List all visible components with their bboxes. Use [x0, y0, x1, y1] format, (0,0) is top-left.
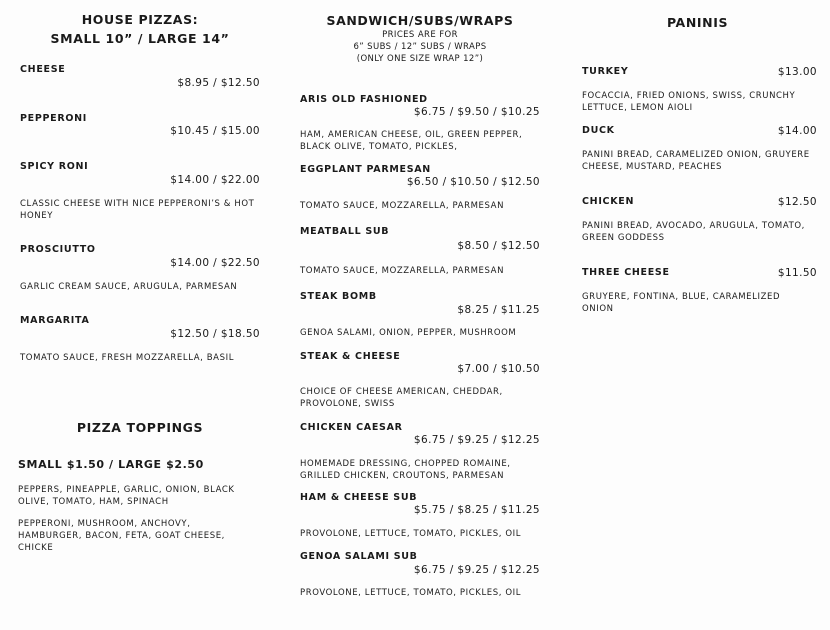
menu-item-price: $13.00 [777, 66, 817, 78]
menu-item-name: ARIS OLD FASHIONED [300, 94, 428, 105]
menu-item-description: GARLIC CREAM SAUCE, ARUGULA, PARMESAN [20, 282, 238, 292]
menu-item-description: PANINI BREAD, AVOCADO, ARUGULA, TOMATO, GREEN GODDESS [582, 221, 805, 243]
menu-item-name: SPICY RONI [20, 161, 89, 172]
menu-item-price: $6.75 / $9.25 / $12.25 [413, 564, 540, 576]
menu-item-description: TOMATO SAUCE, MOZZARELLA, PARMESAN [300, 201, 505, 211]
menu-item-name: CHICKEN CAESAR [300, 422, 403, 433]
menu-item-name: GENOA SALAMI SUB [300, 551, 418, 562]
menu-item-price: $14.00 [777, 125, 817, 137]
house-pizzas-title: HOUSE PIZZAS: [81, 12, 199, 27]
toppings-list: PEPPERS, PINEAPPLE, GARLIC, ONION, BLACK OLIVE, TOMATO, HAM, SPINACH [18, 485, 235, 507]
sandwich-note-line: 6” SUBS / 12” SUBS / WRAPS [353, 42, 487, 52]
menu-item-name: PEPPERONI [20, 113, 88, 124]
menu-item-description: CHOICE OF CHEESE AMERICAN, CHEDDAR, PROVOLONE, SWISS [300, 387, 503, 409]
menu-item-name: THREE CHEESE [582, 267, 670, 278]
sandwich-note [295, 29, 545, 65]
menu-item-price: $12.50 [777, 196, 817, 208]
menu-item-name: STEAK & CHEESE [300, 351, 401, 362]
menu-item-price: $8.50 / $12.50 [457, 240, 540, 252]
menu-item-description: HOMEMADE DRESSING, CHOPPED ROMAINE, GRILLED CHICKEN, CROUTONS, PARMESAN [300, 459, 511, 481]
menu-item-price: $8.95 / $12.50 [177, 77, 260, 89]
paninis-heading: PANINIS [666, 15, 729, 30]
menu-item-price: $7.00 / $10.50 [457, 363, 540, 375]
menu-item-description: CLASSIC CHEESE WITH NICE PEPPERONI’S & HOT HONEY [20, 199, 255, 221]
menu-item-name: STEAK BOMB [300, 291, 377, 302]
menu-item-name: MARGARITA [20, 315, 90, 326]
menu-item-name: HAM & CHEESE SUB [300, 492, 418, 503]
menu-item-price: $8.25 / $11.25 [457, 304, 540, 316]
sandwich-heading: SANDWICH/SUBS/WRAPS [326, 13, 514, 28]
toppings-list: PEPPERONI, MUSHROOM, ANCHOVY, HAMBURGER, BACON, FETA, GOAT CHEESE, CHICKE [18, 519, 225, 553]
menu-item-description: PANINI BREAD, CARAMELIZED ONION, GRUYERE CHEESE, MUSTARD, PEACHES [582, 150, 810, 172]
menu-item-name: DUCK [582, 125, 615, 136]
menu-item-name: CHEESE [20, 64, 66, 75]
toppings-price: SMALL $1.50 / LARGE $2.50 [18, 458, 204, 471]
menu-item-price: $10.45 / $15.00 [170, 125, 260, 137]
menu-item-name: TURKEY [582, 66, 629, 77]
menu-item-description: TOMATO SAUCE, MOZZARELLA, PARMESAN [300, 266, 505, 276]
menu-item-name: MEATBALL SUB [300, 226, 390, 237]
menu-item-price: $6.75 / $9.50 / $10.25 [413, 106, 540, 118]
menu-item-name: PROSCIUTTO [20, 244, 96, 255]
menu-item-description: HAM, AMERICAN CHEESE, OIL, GREEN PEPPER, BLACK OLIVE, TOMATO, PICKLES, [300, 130, 523, 152]
menu-item-price: $12.50 / $18.50 [170, 328, 260, 340]
menu-item-name: EGGPLANT PARMESAN [300, 164, 431, 175]
house-pizzas-heading [20, 10, 260, 48]
menu-item-description: GRUYERE, FONTINA, BLUE, CARAMELIZED ONION [582, 292, 781, 314]
house-pizzas-sizes: SMALL 10” / LARGE 14” [50, 31, 230, 46]
menu-item-description: PROVOLONE, LETTUCE, TOMATO, PICKLES, OIL [300, 529, 522, 539]
menu-item-description: GENOA SALAMI, ONION, PEPPER, MUSHROOM [300, 328, 517, 338]
menu-item-description: PROVOLONE, LETTUCE, TOMATO, PICKLES, OIL [300, 588, 522, 598]
pizza-toppings-title: PIZZA TOPPINGS [76, 420, 204, 435]
sandwich-note-line: (ONLY ONE SIZE WRAP 12”) [356, 54, 484, 64]
menu-item-price: $6.75 / $9.25 / $12.25 [413, 434, 540, 446]
menu-item-description: TOMATO SAUCE, FRESH MOZZARELLA, BASIL [20, 353, 235, 363]
menu-item-name: CHICKEN [582, 196, 635, 207]
sandwich-note-line: PRICES ARE FOR [382, 30, 458, 40]
menu-item-price: $11.50 [777, 267, 817, 279]
menu-item-description: FOCACCIA, FRIED ONIONS, SWISS, CRUNCHY LETTUCE, LEMON AIOLI [582, 91, 796, 113]
menu-item-price: $14.00 / $22.50 [170, 257, 260, 269]
menu-item-price: $14.00 / $22.00 [170, 174, 260, 186]
menu-item-price: $6.50 / $10.50 / $12.50 [406, 176, 540, 188]
menu-item-price: $5.75 / $8.25 / $11.25 [413, 504, 540, 516]
